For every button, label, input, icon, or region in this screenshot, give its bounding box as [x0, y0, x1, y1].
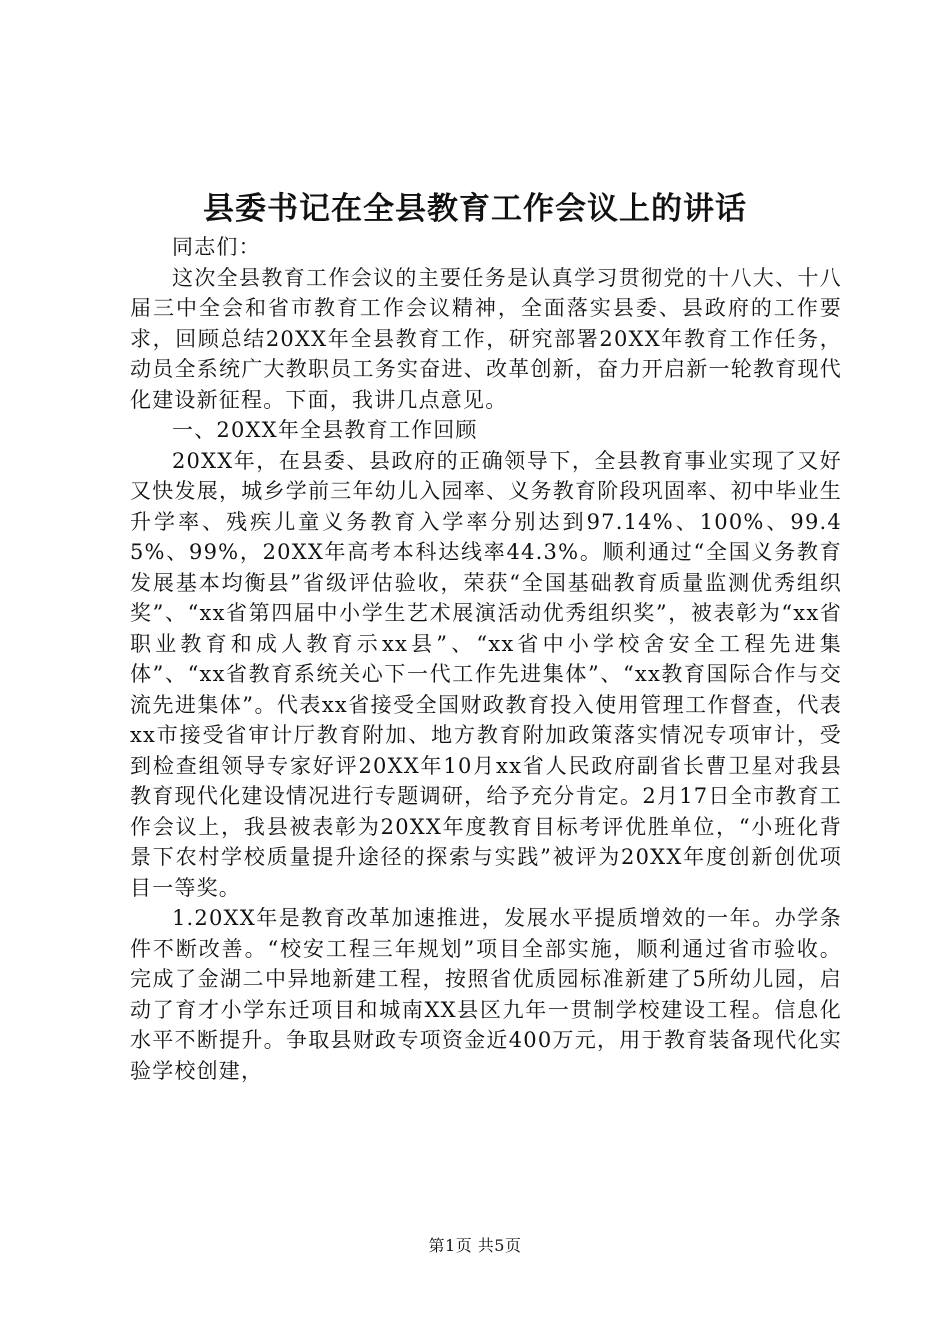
- paragraph-intro: 这次全县教育工作会议的主要任务是认真学习贯彻党的十八大、十八届三中全会和省市教育工作会议精神，全面落实县委、县政府的工作要求，回顾总结20XX年全县教育工作，研究部署20XX年教育工作任务，动员全系统广大教职员工务实奋进、改革创新，奋力开启新一轮教育现代化建设新征程。下面，我讲几点意见。: [130, 265, 842, 412]
- document-body: [130, 232, 842, 1086]
- page-footer: 第1页 共5页: [428, 1236, 522, 1255]
- salutation: 同志们：: [172, 235, 261, 259]
- document-title: 县委书记在全县教育工作会议上的讲话: [203, 191, 747, 227]
- section-heading: 一、20XX年全县教育工作回顾: [172, 418, 478, 442]
- paragraph-point-1: 1.20XX年是教育改革加速推进，发展水平提质增效的一年。办学条件不断改善。“校安工程三年规划”项目全部实施，顺利通过省市验收。完成了金湖二中异地新建工程，按照省优质园标准新建了5所幼儿园，启动了育才小学东迁项目和城南XX县区九年一贯制学校建设工程。信息化水平不断提升。争取县财政专项资金近400万元，用于教育装备现代化实验学校创建，: [130, 906, 842, 1083]
- paragraph-review: 20XX年，在县委、县政府的正确领导下，全县教育事业实现了又好又快发展，城乡学前三年幼儿入园率、义务教育阶段巩固率、初中毕业生升学率、残疾儿童义务教育入学率分别达到97.14%、100%、99.45%、99%，20XX年高考本科达线率44.3%。顺利通过“全国义务教育发展基本均衡县”省级评估验收，荣获“全国基础教育质量监测优秀组织奖”、“xx省第四届中小学生艺术展演活动优秀组织奖”，被表彰为“xx省职业教育和成人教育示xx县”、“xx省中小学校舍安全工程先进集体”、“xx省教育系统关心下一代工作先进集体”、“xx教育国际合作与交流先进集体”。代表xx省接受全国财政教育投入使用管理工作督查，代表xx市接受省审计厅教育附加、地方教育附加政策落实情况专项审计，受到检查组领导专家好评20XX年10月xx省人民政府副省长曹卫星对我县教育现代化建设情况进行专题调研，给予充分肯定。2月17日全市教育工作会议上，我县被表彰为20XX年度教育目标考评优胜单位，“小班化背景下农村学校质量提升途径的探索与实践”被评为20XX年度创新创优项目一等奖。: [130, 448, 842, 900]
